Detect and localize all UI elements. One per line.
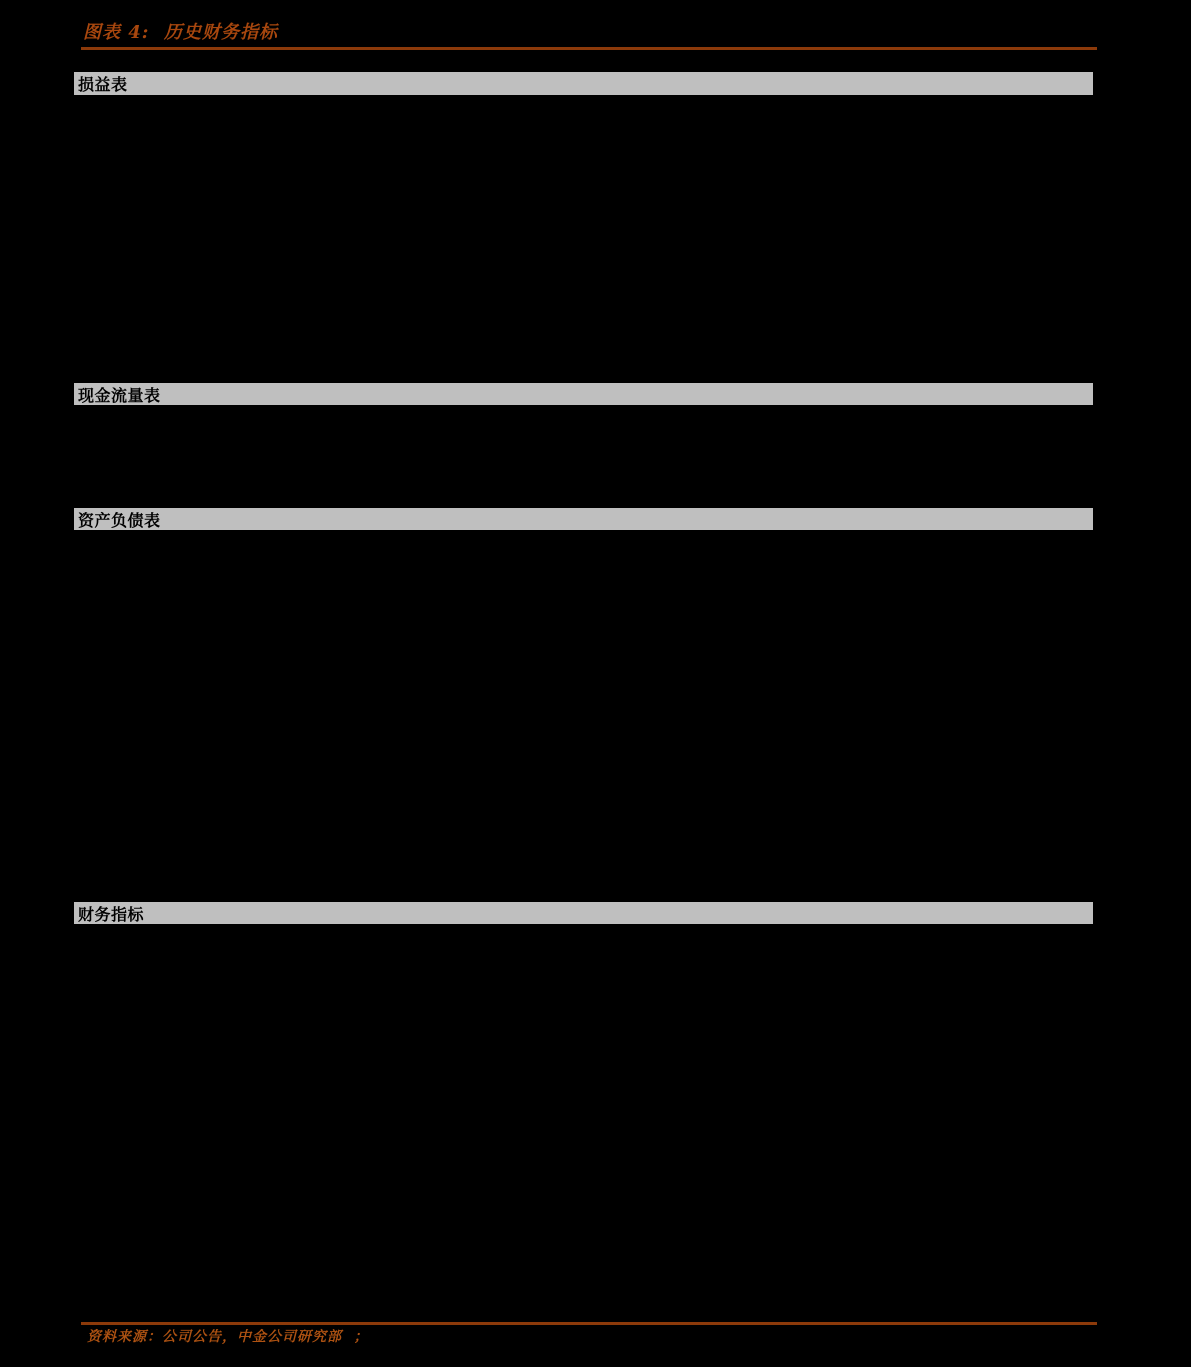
section-header-label: 资产负债表 — [78, 510, 161, 530]
footer-rule — [81, 1322, 1097, 1325]
section-header-balance-sheet — [74, 508, 1093, 530]
section-header-label: 现金流量表 — [78, 385, 161, 405]
section-header-label: 损益表 — [78, 75, 128, 94]
title-underline-rule — [81, 47, 1097, 50]
section-header-label: 财务指标 — [78, 904, 145, 924]
section-header-cash-flow-statement — [74, 383, 1093, 405]
section-header-financial-metrics — [74, 902, 1093, 924]
section-header-income-statement — [74, 72, 1093, 95]
figure-title: 图表 4: 历史财务指标 — [83, 22, 278, 43]
source-note: 资料来源：公司公告，中金公司研究部 ； — [87, 1329, 369, 1345]
